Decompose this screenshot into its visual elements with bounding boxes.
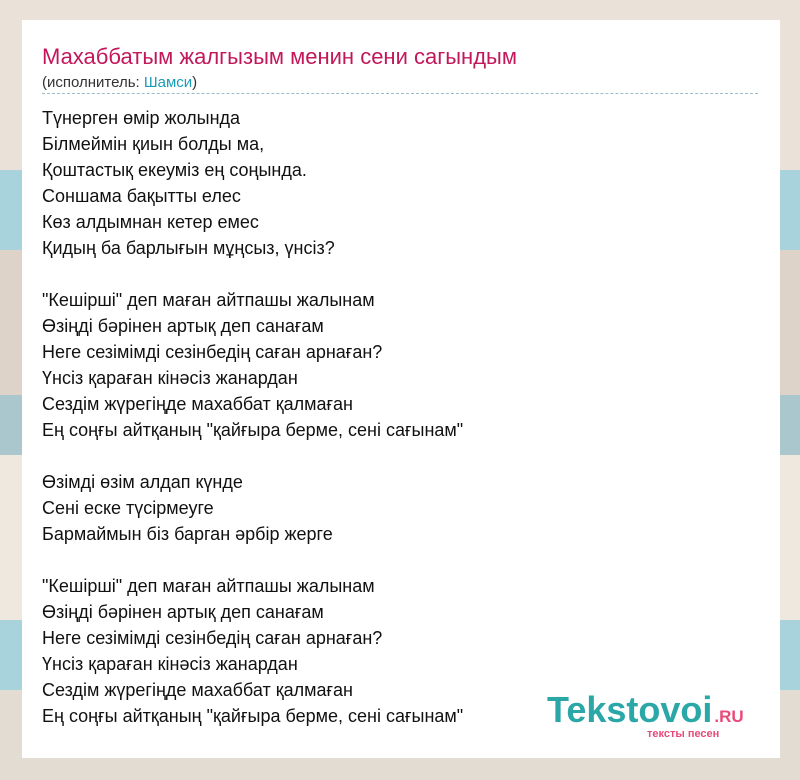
logo-tld: .RU [714, 707, 744, 726]
lyric-line: Үнсіз қараған кінәсіз жанардан [42, 654, 298, 674]
lyric-line: "Кешірші" деп маған айтпашы жалынам [42, 290, 375, 310]
lyric-line: "Кешірші" деп маған айтпашы жалынам [42, 576, 375, 596]
lyric-line: Көз алдымнан кетер емес [42, 212, 259, 232]
site-logo[interactable] [547, 690, 757, 738]
stanza [42, 287, 758, 443]
logo-tagline: тексты песен [647, 728, 720, 740]
lyric-line: Ең соңғы айтқаның "қайғыра берме, сені сағынам" [42, 420, 464, 440]
lyric-line: Неге сезімімді сезінбедің саған арнаған? [42, 342, 383, 362]
stanza [42, 469, 758, 547]
lyrics-card [22, 20, 780, 758]
lyric-line: Сездім жүрегіңде махаббат қалмаған [42, 680, 353, 700]
stanza [42, 105, 758, 261]
lyric-line: Неге сезімімді сезінбедің саған арнаған? [42, 628, 383, 648]
artist-byline [42, 74, 197, 91]
lyric-line: Үнсіз қараған кінәсіз жанардан [42, 368, 298, 388]
stanza-gap [42, 261, 758, 287]
lyric-line: Сездім жүрегіңде махаббат қалмаған [42, 394, 353, 414]
song-title: Махаббатым жалгызым менин сени сагындым [42, 44, 517, 69]
lyric-line: Ең соңғы айтқаның "қайғыра берме, сені сағынам" [42, 706, 464, 726]
lyric-line: Өзімді өзім алдап күнде [42, 472, 243, 492]
byline-suffix: ) [192, 74, 198, 91]
stanza-gap [42, 547, 758, 573]
lyric-line: Соншама бақытты елес [42, 186, 241, 206]
lyric-line: Қидың ба барлығын мұңсыз, үнсіз? [42, 238, 335, 258]
title-divider [42, 93, 758, 94]
byline-prefix: (исполнитель: [42, 74, 144, 91]
lyric-line: Бармаймын біз барган әрбір жерге [42, 524, 333, 544]
lyric-line: Қоштастық екеуміз ең соңында. [42, 160, 307, 180]
artist-link[interactable]: Шамси [143, 74, 193, 91]
logo-name: Tekstovoi [547, 689, 713, 730]
lyrics-text [42, 105, 758, 729]
lyric-line: Сені еске түсірмеуге [42, 498, 214, 518]
lyric-line: Білмеймін қиын болды ма, [42, 134, 265, 154]
lyric-line: Түнерген өмір жолында [42, 108, 241, 128]
lyric-line: Өзіңді бәрінен артық деп санағам [42, 602, 324, 622]
stanza-gap [42, 443, 758, 469]
lyric-line: Өзіңді бәрінен артық деп санағам [42, 316, 324, 336]
